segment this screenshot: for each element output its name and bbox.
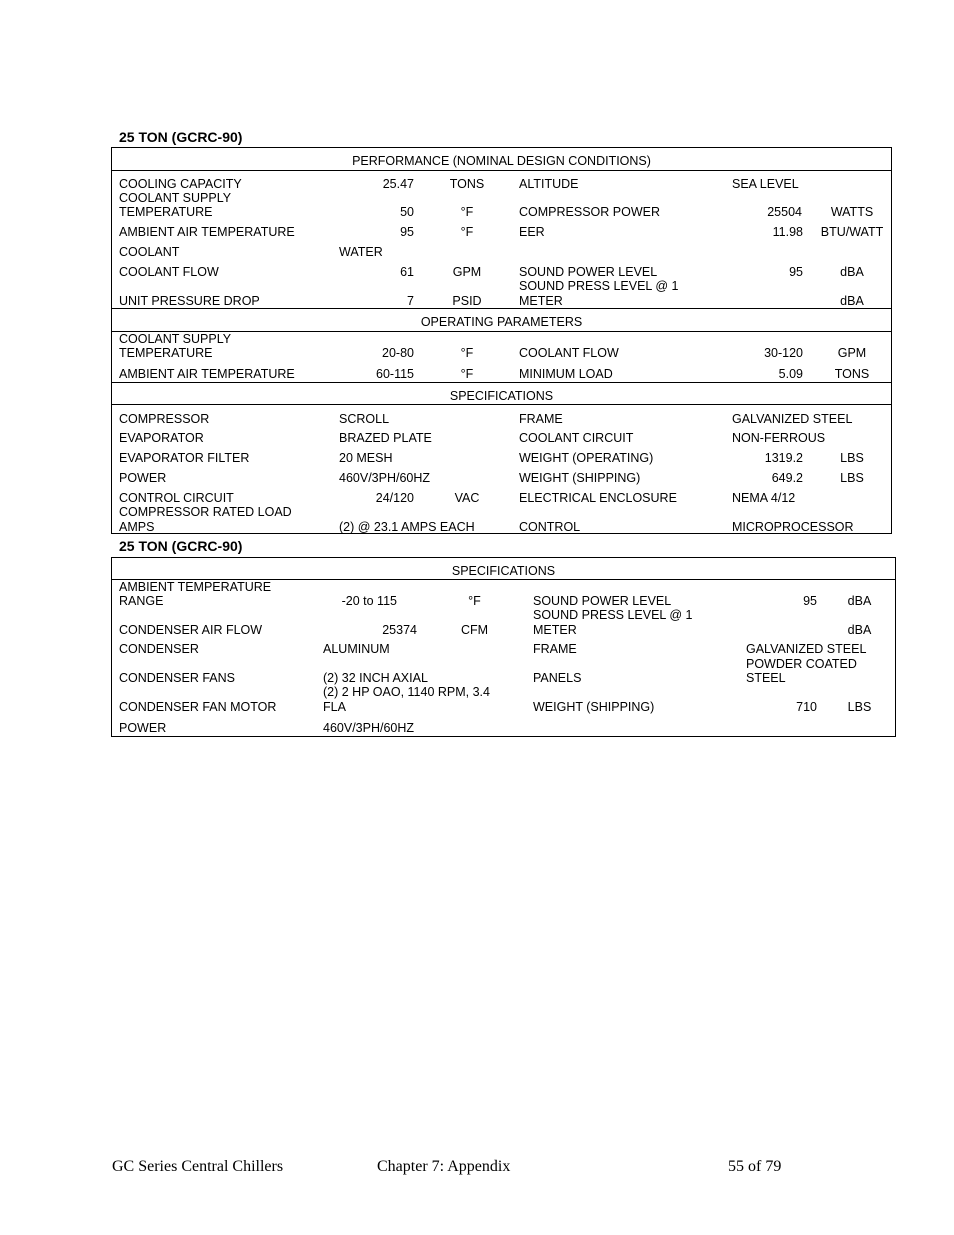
table1 — [111, 147, 892, 534]
compressor-rla-label-1: COMPRESSOR RATED LOAD — [119, 505, 292, 519]
condenser-fan-motor-value-1: (2) 2 HP OAO, 1140 RPM, 3.4 — [323, 685, 490, 699]
op-coolant-supply-temp-label-2: TEMPERATURE — [119, 346, 213, 360]
coolant-flow-label: COOLANT FLOW — [119, 265, 219, 279]
compressor-rla-label-2: AMPS — [119, 520, 155, 534]
panels-value-1: POWDER COATED — [746, 657, 857, 671]
t2-sound-press-unit: dBA — [847, 623, 872, 637]
weight-shipping-unit: LBS — [840, 471, 864, 485]
cooling-capacity-label: COOLING CAPACITY — [119, 177, 242, 191]
table2-title: 25 TON (GCRC-90) — [119, 538, 243, 554]
op-coolant-supply-temp-value: 20-80 — [382, 346, 414, 360]
sound-press-label-1: SOUND PRESS LEVEL @ 1 — [519, 279, 679, 293]
compressor-power-value: 25504 — [767, 205, 802, 219]
eer-unit: BTU/WATT — [820, 225, 884, 239]
cooling-capacity-value: 25.47 — [382, 177, 414, 191]
op-coolant-supply-temp-unit: °F — [460, 346, 474, 360]
eer-label: EER — [519, 225, 545, 239]
footer-chapter: Chapter 7: Appendix — [377, 1158, 511, 1175]
table2 — [111, 557, 896, 737]
weight-shipping-value: 649.2 — [771, 471, 803, 485]
unit-pressure-drop-unit: PSID — [452, 294, 482, 308]
control-circuit-label: CONTROL CIRCUIT — [119, 491, 234, 505]
weight-operating-label: WEIGHT (OPERATING) — [519, 451, 654, 465]
ambient-temp-range-label-2: RANGE — [119, 594, 164, 608]
op-ambient-air-temp-label: AMBIENT AIR TEMPERATURE — [119, 367, 295, 381]
footer-document-title: GC Series Central Chillers — [112, 1158, 284, 1175]
compressor-power-label: COMPRESSOR POWER — [519, 205, 660, 219]
condenser-air-flow-label: CONDENSER AIR FLOW — [119, 623, 263, 637]
coolant-label: COOLANT — [119, 245, 180, 259]
coolant-supply-temp-unit: °F — [460, 205, 474, 219]
op-ambient-air-temp-value: 60-115 — [376, 367, 414, 381]
evaporator-filter-value: 20 MESH — [339, 451, 393, 465]
frame-value: GALVANIZED STEEL — [732, 412, 853, 426]
t2-power-value: 460V/3PH/60HZ — [323, 721, 415, 735]
divider — [112, 170, 891, 171]
sound-power-value: 95 — [789, 265, 803, 279]
t2-sound-power-unit: dBA — [847, 594, 872, 608]
compressor-label: COMPRESSOR — [119, 412, 210, 426]
op-coolant-flow-unit: GPM — [837, 346, 867, 360]
electrical-enclosure-label: ELECTRICAL ENCLOSURE — [519, 491, 677, 505]
compressor-rla-value: (2) @ 23.1 AMPS EACH — [339, 520, 475, 534]
t2-frame-label: FRAME — [533, 642, 577, 656]
t2-frame-value: GALVANIZED STEEL — [746, 642, 867, 656]
coolant-flow-unit: GPM — [452, 265, 482, 279]
op-minimum-load-unit: TONS — [834, 367, 870, 381]
unit-pressure-drop-label: UNIT PRESSURE DROP — [119, 294, 260, 308]
sound-press-label-2: METER — [519, 294, 563, 308]
footer-page-number: 55 of 79 — [728, 1158, 782, 1175]
op-coolant-flow-value: 30-120 — [764, 346, 803, 360]
condenser-value: ALUMINUM — [323, 642, 390, 656]
coolant-supply-temp-label-1: COOLANT SUPPLY — [119, 191, 232, 205]
panels-value-2: STEEL — [746, 671, 786, 685]
condenser-fans-value: (2) 32 INCH AXIAL — [323, 671, 428, 685]
evaporator-filter-label: EVAPORATOR FILTER — [119, 451, 250, 465]
op-minimum-load-value: 5.09 — [778, 367, 803, 381]
coolant-value: WATER — [339, 245, 383, 259]
compressor-value: SCROLL — [339, 412, 390, 426]
specifications-header: SPECIFICATIONS — [449, 389, 554, 403]
t2-power-label: POWER — [119, 721, 167, 735]
condenser-fan-motor-label: CONDENSER FAN MOTOR — [119, 700, 277, 714]
op-coolant-supply-temp-label-1: COOLANT SUPPLY — [119, 332, 232, 346]
divider — [112, 404, 891, 405]
coolant-flow-value: 61 — [400, 265, 414, 279]
t2-sound-press-label-1: SOUND PRESS LEVEL @ 1 — [533, 608, 693, 622]
power-label: POWER — [119, 471, 167, 485]
ambient-temp-range-label-1: AMBIENT TEMPERATURE — [119, 580, 272, 594]
sound-press-unit: dBA — [840, 294, 864, 308]
t2-weight-shipping-unit: LBS — [847, 700, 872, 714]
operating-header: OPERATING PARAMETERS — [420, 315, 583, 329]
weight-operating-unit: LBS — [840, 451, 864, 465]
divider — [112, 308, 891, 309]
control-value: MICROPROCESSOR — [732, 520, 854, 534]
t2-sound-power-value: 95 — [803, 594, 817, 608]
ambient-air-temp-unit: °F — [460, 225, 474, 239]
panels-label: PANELS — [533, 671, 582, 685]
altitude-label: ALTITUDE — [519, 177, 579, 191]
cooling-capacity-unit: TONS — [449, 177, 485, 191]
sound-power-unit: dBA — [840, 265, 864, 279]
t2-sound-press-label-2: METER — [533, 623, 577, 637]
control-circuit-value: 24/120 — [375, 491, 414, 505]
performance-header: PERFORMANCE (NOMINAL DESIGN CONDITIONS) — [352, 154, 651, 168]
eer-value: 11.98 — [772, 225, 803, 239]
weight-shipping-label: WEIGHT (SHIPPING) — [519, 471, 641, 485]
sound-power-label: SOUND POWER LEVEL — [519, 265, 658, 279]
evaporator-value: BRAZED PLATE — [339, 431, 432, 445]
t2-sound-power-label: SOUND POWER LEVEL — [533, 594, 672, 608]
op-ambient-air-temp-unit: °F — [460, 367, 474, 381]
op-minimum-load-label: MINIMUM LOAD — [519, 367, 613, 381]
condenser-air-flow-value: 25374 — [382, 623, 417, 637]
condenser-label: CONDENSER — [119, 642, 199, 656]
ambient-temp-range-value: -20 to 115 — [341, 594, 397, 608]
electrical-enclosure-value: NEMA 4/12 — [732, 491, 796, 505]
condenser-fan-motor-value-2: FLA — [323, 700, 346, 714]
unit-pressure-drop-value: 7 — [407, 294, 414, 308]
ambient-temp-range-unit: °F — [468, 594, 481, 608]
table2-specifications-header: SPECIFICATIONS — [451, 564, 556, 578]
control-label: CONTROL — [519, 520, 581, 534]
frame-label: FRAME — [519, 412, 563, 426]
coolant-supply-temp-label-2: TEMPERATURE — [119, 205, 213, 219]
power-value: 460V/3PH/60HZ — [339, 471, 431, 485]
t2-weight-shipping-value: 710 — [796, 700, 817, 714]
ambient-air-temp-value: 95 — [400, 225, 414, 239]
weight-operating-value: 1319.2 — [764, 451, 803, 465]
evaporator-label: EVAPORATOR — [119, 431, 204, 445]
table1-title: 25 TON (GCRC-90) — [119, 129, 243, 145]
coolant-supply-temp-value: 50 — [400, 205, 414, 219]
ambient-air-temp-label: AMBIENT AIR TEMPERATURE — [119, 225, 295, 239]
t2-weight-shipping-label: WEIGHT (SHIPPING) — [533, 700, 655, 714]
divider — [112, 382, 891, 383]
altitude-value: SEA LEVEL — [732, 177, 799, 191]
op-coolant-flow-label: COOLANT FLOW — [519, 346, 619, 360]
coolant-circuit-value: NON-FERROUS — [732, 431, 826, 445]
coolant-circuit-label: COOLANT CIRCUIT — [519, 431, 634, 445]
compressor-power-unit: WATTS — [830, 205, 874, 219]
control-circuit-unit: VAC — [454, 491, 480, 505]
condenser-air-flow-unit: CFM — [460, 623, 489, 637]
condenser-fans-label: CONDENSER FANS — [119, 671, 235, 685]
